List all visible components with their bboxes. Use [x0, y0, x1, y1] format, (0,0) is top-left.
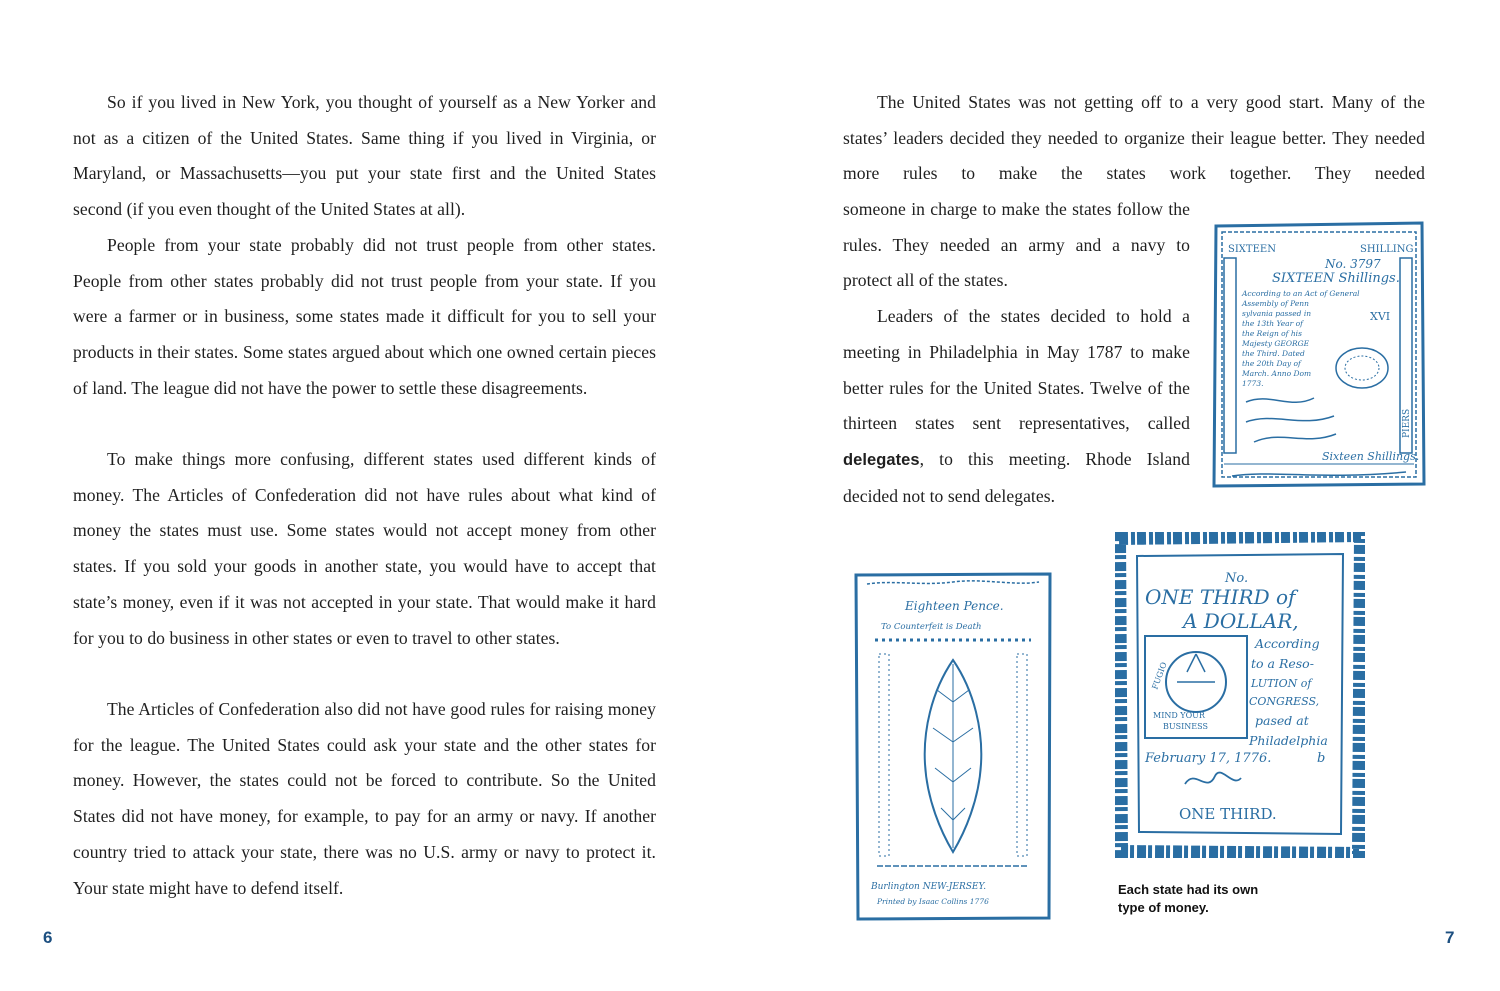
paragraph-2-tail: , to this meeting. Rhode Island decided not to send delegates.: [843, 448, 1190, 506]
bill-text-line: LUTION of: [1251, 677, 1312, 690]
body-paragraph-3: To make things more confusing, different states used different kinds of money. The Articles of Confederation did not have rules about what kind of money the states must use. Some states would not accept money from other states. If you sold your goods in another state, you would have to accept that state’s money, even if it was not accepted in your state. That would make it hard for you to do business in other states or even to travel to other states.: [73, 449, 656, 648]
page-number-right: 7: [1445, 928, 1455, 947]
one-third-dollar-bill-illustration: [1115, 532, 1365, 858]
body-paragraph-1: So if you lived in New York, you thought of yourself as a New Yorker and not as a citizen of the United States. Same thing if you lived in Virginia, or Maryland, or Massachusetts—you put your state first and the United States second (if you even thought of the United States at all).: [73, 92, 656, 220]
bill-text-line: According: [1255, 636, 1320, 651]
paragraph-2-lead: Leaders of the states decided to hold a meeting in Philadelphia in May 1787 to make better rules for the United States. Twelve of the thirteen states sent representatives, called: [843, 306, 1190, 434]
text-wrap-column: [843, 192, 1190, 514]
bill-title: SIXTEEN Shillings.: [1272, 271, 1400, 286]
bill-date: February 17, 1776.: [1145, 751, 1272, 766]
bill-motto-line-2: BUSINESS: [1163, 722, 1208, 731]
right-page: [750, 0, 1500, 991]
bill-issuer-line: Burlington NEW-JERSEY.: [871, 882, 987, 892]
bill-text-line: According to an Act of General: [1242, 289, 1360, 298]
bill-text-line: pased at: [1255, 713, 1309, 728]
bill-title: ONE THIRD of: [1145, 585, 1296, 609]
right-paragraph-1-full-width: The United States was not getting off to a very good start. Many of the states’ leaders decided they needed to organize their league better. They needed more rules to make the states work together. They needed: [843, 92, 1425, 184]
page-number-left: 6: [43, 928, 53, 947]
bill-text-line: the Third. Dated: [1242, 349, 1305, 358]
bill-text-line: to a Reso-: [1251, 656, 1314, 671]
bill-text-line: the 13th Year of: [1242, 319, 1303, 328]
sixteen-shillings-bill-illustration: [1210, 220, 1428, 488]
bill-text-line: the Reign of his: [1242, 329, 1302, 338]
bill-top-left-text: SIXTEEN: [1228, 244, 1276, 255]
glossary-term-delegates[interactable]: delegates: [843, 450, 920, 469]
bill-text-line: March. Anno Dom: [1242, 369, 1312, 378]
bill-text-line: Philadelphia: [1249, 733, 1328, 748]
image-caption: Each state had its own type of money.: [1118, 882, 1259, 915]
bill-text-line: Assembly of Penn: [1242, 299, 1309, 308]
bill-denomination: ONE THIRD.: [1179, 805, 1277, 823]
body-paragraph-2: People from your state probably did not trust people from other states. People from other states probably did not trust people from your state. If you were a farmer or in business, some states made it difficult for you to sell your products in their states. Some states argued about which one owned certain pieces of land. The league did not have the power to settle these disagreements.: [73, 235, 656, 398]
bill-signatures-icon: [1246, 398, 1336, 442]
bill-text-line: CONGRESS,: [1249, 695, 1320, 708]
bill-text-line: Majesty GEORGE: [1242, 339, 1310, 348]
bill-seal-icon: [1336, 348, 1388, 388]
bill-text-line: the 20th Day of: [1242, 359, 1301, 368]
bill-printer-line: Printed by Isaac Collins 1776: [877, 897, 989, 906]
bill-side-letters: FUGIO: [1150, 660, 1169, 691]
right-paragraph-1-continued: someone in charge to make the states follow the rules. They needed an army and a navy to protect all of the states.: [843, 199, 1190, 291]
bill-plate-letter: b: [1317, 751, 1326, 766]
bill-text-line: sylvania passed in: [1242, 309, 1312, 318]
bill-text-line: 1773.: [1242, 379, 1264, 388]
bill-title-line-2: A DOLLAR,: [1183, 609, 1299, 633]
bill-caption-line: Sixteen Shillings.: [1322, 450, 1420, 463]
bill-reign-numeral: XVI: [1370, 310, 1391, 323]
eighteen-pence-bill-illustration: [853, 572, 1053, 922]
bill-side-text: PIERS: [1402, 408, 1412, 438]
right-paragraph-2: [843, 299, 1190, 514]
bill-title: Eighteen Pence.: [905, 599, 1004, 613]
bill-warning: To Counterfeit is Death: [881, 622, 982, 632]
bill-serial-label: No.: [1225, 571, 1249, 586]
body-paragraph-4: The Articles of Confederation also did not have good rules for raising money for the league. The United States could ask your state and the other states for money. However, the states could not be forced to contribute. So the United States did not have money, for example, to pay for an army or navy. If another country tried to attack your state, there was no U.S. army or navy to protect it. Your state might have to defend itself.: [73, 699, 656, 898]
bill-motto: MIND YOUR: [1153, 711, 1205, 720]
bill-serial-number: No. 3797: [1325, 257, 1381, 271]
bill-top-right-text: SHILLING: [1360, 244, 1414, 255]
